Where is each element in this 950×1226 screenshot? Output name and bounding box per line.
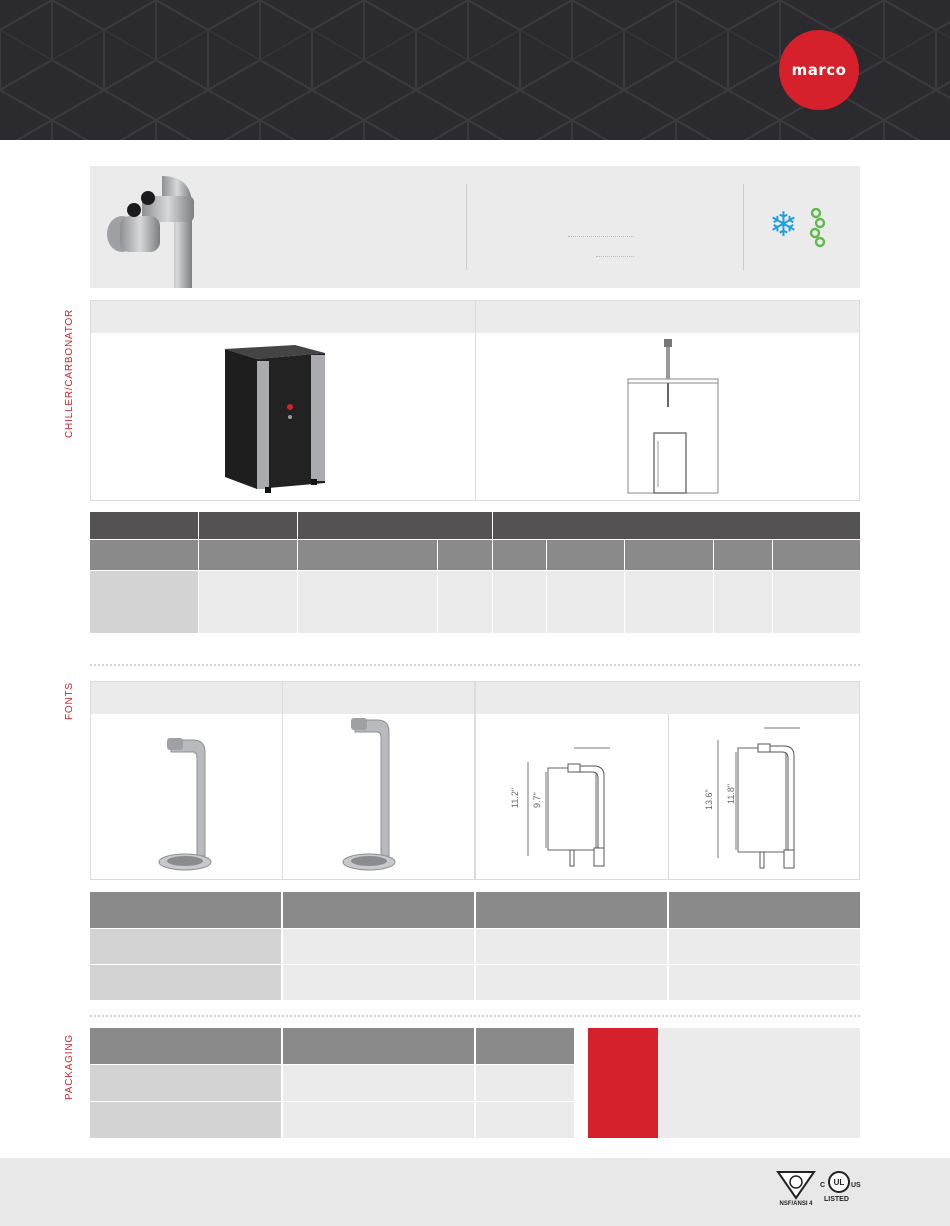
table-cell	[476, 1065, 574, 1101]
hero-divider-2	[743, 184, 744, 270]
ul-listed-label: LISTED	[824, 1196, 849, 1203]
table-header-cell	[493, 512, 860, 539]
table-cell	[476, 929, 667, 964]
table-row-label	[90, 1102, 281, 1138]
table-cell	[476, 1102, 574, 1138]
section-label-packaging: PACKAGING	[64, 1034, 75, 1100]
dimension-label-inner-1: 9.7"	[532, 792, 542, 808]
table-header-cell	[669, 892, 860, 928]
table-cell	[298, 571, 437, 633]
table-cell	[199, 571, 297, 633]
accent-block	[588, 1028, 658, 1138]
table-cell	[773, 571, 860, 633]
tap-image	[102, 166, 222, 288]
ul-c-label: C	[820, 1182, 826, 1189]
table-row-label	[90, 965, 281, 1000]
hero-panel	[90, 166, 860, 288]
table-header-cell	[90, 892, 281, 928]
table-header-cell	[283, 1028, 474, 1064]
table-row-label	[90, 1065, 281, 1101]
table-header-cell	[298, 512, 492, 539]
table-header-cell	[199, 512, 297, 539]
table-row-label	[90, 571, 198, 633]
table-subheader-cell	[547, 540, 624, 570]
box-header	[91, 301, 475, 333]
install-diagram	[626, 337, 726, 497]
box-header	[91, 682, 282, 714]
table-header-cell	[90, 512, 198, 539]
footer	[0, 1158, 950, 1226]
box-header	[476, 301, 859, 333]
table-row-label	[90, 929, 281, 964]
table-subheader-cell	[625, 540, 713, 570]
font-tap-image-2	[341, 718, 411, 878]
nsf-logo-icon	[776, 1170, 816, 1200]
hero-dotted-line	[568, 236, 634, 237]
chiller-install-box	[475, 300, 860, 501]
table-cell	[669, 965, 860, 1000]
section-label-chiller: CHILLER/CARBONATOR	[64, 308, 75, 438]
bubbles-icon	[808, 208, 828, 248]
section-divider	[90, 664, 860, 666]
font-dimension-drawing-2	[704, 722, 834, 872]
table-cell	[283, 1065, 474, 1101]
font-photo-box-1	[90, 681, 283, 880]
table-cell	[283, 1102, 474, 1138]
table-cell	[547, 571, 624, 633]
table-cell	[493, 571, 546, 633]
chiller-photo-box	[90, 300, 476, 501]
header-banner	[0, 0, 950, 140]
chiller-unit-image	[215, 339, 345, 499]
info-panel	[658, 1028, 860, 1138]
table-subheader-cell	[714, 540, 772, 570]
hero-divider-1	[466, 184, 467, 270]
table-header-cell	[476, 1028, 574, 1064]
dimension-label-total-1: 11.2"	[510, 787, 520, 808]
font-photo-box-2	[282, 681, 475, 880]
font-tap-image-1	[157, 738, 227, 878]
table-cell	[283, 965, 474, 1000]
dimension-divider	[668, 714, 669, 880]
section-label-fonts: FONTS	[64, 682, 75, 720]
table-cell	[476, 965, 667, 1000]
table-cell	[714, 571, 772, 633]
table-cell	[669, 929, 860, 964]
table-header-cell	[283, 892, 474, 928]
table-cell	[625, 571, 713, 633]
section-divider	[90, 1015, 860, 1017]
nsf-label: NSF/ANSI 4	[779, 1201, 813, 1207]
table-subheader-cell	[298, 540, 437, 570]
table-subheader-cell	[199, 540, 297, 570]
table-cell	[438, 571, 492, 633]
box-header	[283, 682, 474, 714]
font-dimension-drawing-1	[510, 738, 640, 868]
table-subheader-cell	[438, 540, 492, 570]
ul-us-label: US	[851, 1182, 861, 1189]
snowflake-icon: ❄	[769, 205, 798, 245]
dimension-label-total-2: 13.6"	[704, 789, 714, 810]
ul-logo-icon: UL	[828, 1171, 850, 1193]
dimension-label-inner-2: 11.8"	[726, 783, 736, 804]
table-subheader-cell	[90, 540, 198, 570]
marco-logo[interactable]: marco	[779, 30, 859, 110]
hero-dotted-line	[596, 256, 634, 257]
table-header-cell	[90, 1028, 281, 1064]
table-cell	[283, 929, 474, 964]
table-subheader-cell	[773, 540, 860, 570]
font-dimension-box	[475, 681, 860, 880]
box-header	[476, 682, 859, 714]
table-subheader-cell	[493, 540, 546, 570]
table-header-cell	[476, 892, 667, 928]
